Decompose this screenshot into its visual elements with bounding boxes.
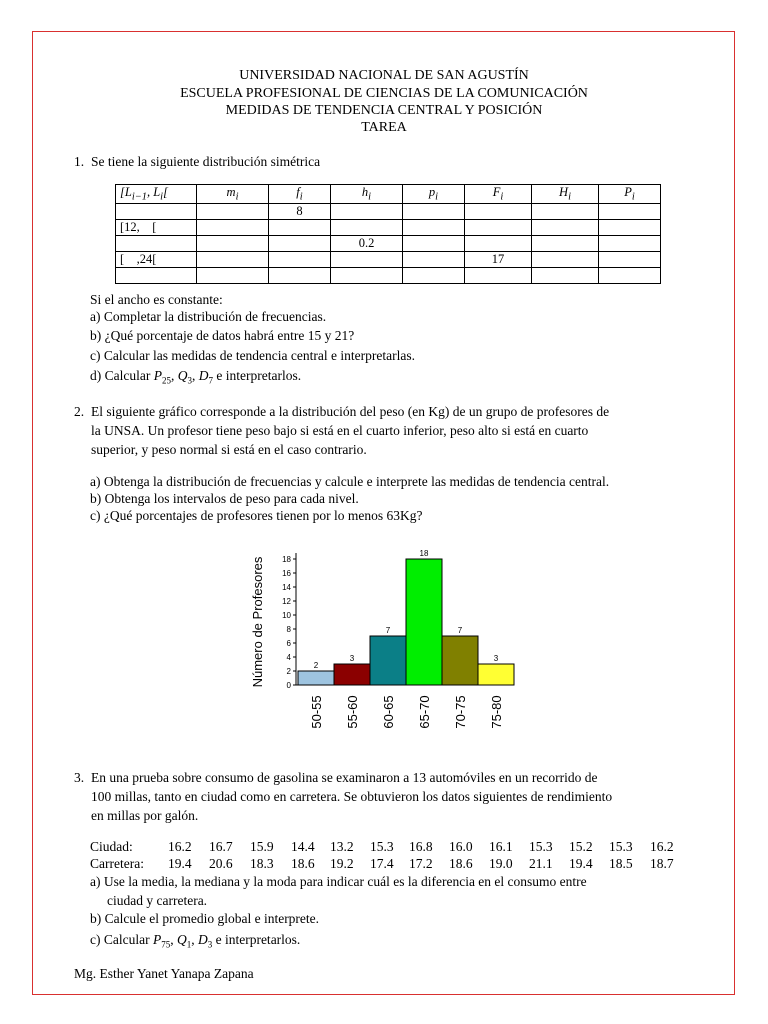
bar-value-label: 2 xyxy=(313,661,319,670)
q3-number: 3. xyxy=(74,770,85,785)
x-category-label: 60-65 xyxy=(381,695,396,729)
carretera-value: 18.5 xyxy=(609,856,633,871)
x-category-label: 70-75 xyxy=(453,695,468,729)
table-cell xyxy=(331,267,403,283)
header-fi: $f_i$ xyxy=(269,185,331,204)
table-cell xyxy=(403,267,465,283)
ciudad-value: 16.2 xyxy=(650,839,674,854)
bar-value-label: 7 xyxy=(457,626,463,635)
x-category-label: 65-70 xyxy=(417,695,432,729)
ciudad-value: 16.0 xyxy=(449,839,473,854)
carretera-value: 19.2 xyxy=(330,856,354,871)
weight-histogram xyxy=(240,540,540,755)
q1-intro: Si el ancho es constante: xyxy=(90,292,223,307)
table-cell xyxy=(116,235,197,251)
header-mi: $m_i$ xyxy=(197,185,269,204)
carretera-value: 19.0 xyxy=(489,856,513,871)
table-cell: 8 xyxy=(269,203,331,219)
carretera-value: 17.2 xyxy=(409,856,433,871)
q1-item-d-suffix: e interpretarlos. xyxy=(212,368,302,383)
table-cell xyxy=(116,267,197,283)
y-tick-label: 10 xyxy=(282,611,291,620)
q1-item-b: b) ¿Qué porcentaje de datos habrá entre 15 y 21? xyxy=(90,328,355,343)
carretera-value: 19.4 xyxy=(168,856,192,871)
table-row xyxy=(116,203,661,219)
bar xyxy=(478,664,514,685)
y-tick-label: 16 xyxy=(282,569,291,578)
carretera-value: 18.6 xyxy=(291,856,315,871)
ciudad-value: 15.2 xyxy=(569,839,593,854)
table-cell xyxy=(599,251,661,267)
header-Fi: $F_i$ xyxy=(465,185,532,204)
q3-line-3: en millas por galón. xyxy=(91,808,199,823)
table-row xyxy=(116,251,661,267)
table-cell xyxy=(331,219,403,235)
author-name: Mg. Esther Yanet Yanapa Zapana xyxy=(74,966,254,981)
table-cell xyxy=(403,203,465,219)
table-cell xyxy=(269,267,331,283)
table-cell xyxy=(197,251,269,267)
table-cell xyxy=(599,235,661,251)
table-cell xyxy=(532,267,599,283)
bar xyxy=(406,559,442,685)
q1-item-d-prefix: d) Calcular xyxy=(90,368,154,383)
header-pi: $p_i$ xyxy=(403,185,465,204)
document-subtitle: TAREA xyxy=(361,120,407,135)
bar-value-label: 3 xyxy=(349,654,355,663)
y-tick-label: 2 xyxy=(286,667,291,676)
y-tick-label: 4 xyxy=(286,653,291,662)
table-cell xyxy=(116,203,197,219)
ciudad-value: 16.1 xyxy=(489,839,513,854)
table-cell: 17 xyxy=(465,251,532,267)
q1-item-d: d) Calcular $P_{25}$, $Q_3$, $D_7$ e interpretarlos. xyxy=(90,368,302,386)
bar-value-label: 18 xyxy=(419,549,429,558)
q3-line-1: En una prueba sobre consumo de gasolina se examinaron a 13 automóviles en un recorrido de xyxy=(91,770,598,785)
q3-item-a-line-1: a) Use la media, la mediana y la moda para indicar cuál es la diferencia en el consumo entre xyxy=(90,874,587,889)
carretera-value: 21.1 xyxy=(529,856,553,871)
table-cell xyxy=(599,203,661,219)
q2-number: 2. xyxy=(74,404,85,419)
q3-item-c-suffix: e interpretarlos. xyxy=(212,932,301,947)
q3-item-a-line-2: ciudad y carretera. xyxy=(107,893,208,908)
table-cell xyxy=(269,219,331,235)
bar xyxy=(442,636,478,685)
table-cell xyxy=(465,203,532,219)
x-category-label: 55-60 xyxy=(345,695,360,729)
ciudad-value: 15.3 xyxy=(370,839,394,854)
table-cell xyxy=(403,219,465,235)
table-cell xyxy=(331,251,403,267)
q2-item-b: b) Obtenga los intervalos de peso para cada nivel. xyxy=(90,491,359,506)
table-row xyxy=(116,267,661,283)
table-cell xyxy=(532,251,599,267)
table-cell xyxy=(403,235,465,251)
q2-item-c: c) ¿Qué porcentajes de profesores tienen por lo menos 63Kg? xyxy=(90,508,423,523)
y-tick-label: 14 xyxy=(282,583,291,592)
x-category-label: 50-55 xyxy=(309,695,324,729)
bar-value-label: 7 xyxy=(385,626,391,635)
q2-line-2: la UNSA. Un profesor tiene peso bajo si está en el cuarto inferior, peso alto si está en cuarto xyxy=(91,423,589,438)
q2-line-3: superior, y peso normal si está en el caso contrario. xyxy=(91,442,367,457)
header-Pi: $P_i$ xyxy=(599,185,661,204)
school-name: ESCUELA PROFESIONAL DE CIENCIAS DE LA COMUNICACIÓN xyxy=(180,86,588,101)
q3-item-c: c) Calcular $P_{75}$, $Q_1$, $D_3$ e interpretarlos. xyxy=(90,932,301,950)
table-cell xyxy=(269,251,331,267)
ciudad-value: 16.8 xyxy=(409,839,433,854)
ciudad-value: 13.2 xyxy=(330,839,354,854)
carretera-value: 17.4 xyxy=(370,856,394,871)
y-tick-label: 0 xyxy=(286,681,291,690)
header-Hi: $H_i$ xyxy=(532,185,599,204)
ciudad-value: 16.7 xyxy=(209,839,233,854)
carretera-value: 18.6 xyxy=(449,856,473,871)
ciudad-label: Ciudad: xyxy=(90,839,133,854)
table-cell xyxy=(197,203,269,219)
distribution-table xyxy=(115,184,661,284)
y-tick-label: 8 xyxy=(286,625,291,634)
table-cell xyxy=(532,235,599,251)
table-cell xyxy=(197,235,269,251)
q1-item-c: c) Calcular las medidas de tendencia central e interpretarlas. xyxy=(90,348,415,363)
bar-value-label: 3 xyxy=(493,654,499,663)
q3-line-2: 100 millas, tanto en ciudad como en carretera. Se obtuvieron los datos siguientes de rendimiento xyxy=(91,789,613,804)
table-row xyxy=(116,219,661,235)
carretera-value: 18.3 xyxy=(250,856,274,871)
carretera-value: 20.6 xyxy=(209,856,233,871)
q1-statement: Se tiene la siguiente distribución simétrica xyxy=(91,154,321,169)
q1-number: 1. xyxy=(74,154,85,169)
table-cell xyxy=(331,203,403,219)
table-header-row xyxy=(116,185,661,204)
table-cell xyxy=(599,267,661,283)
q3-item-c-prefix: c) Calcular xyxy=(90,932,153,947)
ciudad-value: 15.9 xyxy=(250,839,274,854)
carretera-label: Carretera: xyxy=(90,856,144,871)
carretera-value: 19.4 xyxy=(569,856,593,871)
y-tick-label: 18 xyxy=(282,555,291,564)
q3-item-b: b) Calcule el promedio global e interprete. xyxy=(90,911,320,926)
table-cell xyxy=(599,219,661,235)
table-row xyxy=(116,235,661,251)
table-cell xyxy=(465,267,532,283)
ciudad-value: 14.4 xyxy=(291,839,315,854)
bar xyxy=(298,671,334,685)
university-name: UNIVERSIDAD NACIONAL DE SAN AGUSTÍN xyxy=(239,68,529,83)
ciudad-value: 16.2 xyxy=(168,839,192,854)
ciudad-values xyxy=(0,839,768,855)
ciudad-value: 15.3 xyxy=(609,839,633,854)
header-interval: [$L_{i-1}$, $L_i$[ xyxy=(116,185,197,204)
y-axis-label: Número de Profesores xyxy=(250,556,265,688)
ciudad-value: 15.3 xyxy=(529,839,553,854)
q2-line-1: El siguiente gráfico corresponde a la distribución del peso (en Kg) de un grupo de profesores de xyxy=(91,404,610,419)
q2-item-a: a) Obtenga la distribución de frecuencias y calcule e interprete las medidas de tendencia central. xyxy=(90,474,610,489)
carretera-value: 18.7 xyxy=(650,856,674,871)
table-cell: [12, [ xyxy=(116,219,197,235)
header-hi: $h_i$ xyxy=(331,185,403,204)
y-tick-label: 6 xyxy=(286,639,291,648)
table-cell xyxy=(532,203,599,219)
table-cell xyxy=(197,219,269,235)
y-tick-label: 12 xyxy=(282,597,291,606)
table-cell xyxy=(403,251,465,267)
table-cell xyxy=(532,219,599,235)
table-cell: [ ,24[ xyxy=(116,251,197,267)
x-category-label: 75-80 xyxy=(489,695,504,729)
table-cell xyxy=(269,235,331,251)
table-cell xyxy=(197,267,269,283)
table-cell: 0.2 xyxy=(331,235,403,251)
bar xyxy=(370,636,406,685)
carretera-values xyxy=(0,856,768,872)
q1-item-a: a) Completar la distribución de frecuencias. xyxy=(90,309,327,324)
table-cell xyxy=(465,219,532,235)
table-cell xyxy=(465,235,532,251)
bar xyxy=(334,664,370,685)
document-title: MEDIDAS DE TENDENCIA CENTRAL Y POSICIÓN xyxy=(225,103,543,118)
